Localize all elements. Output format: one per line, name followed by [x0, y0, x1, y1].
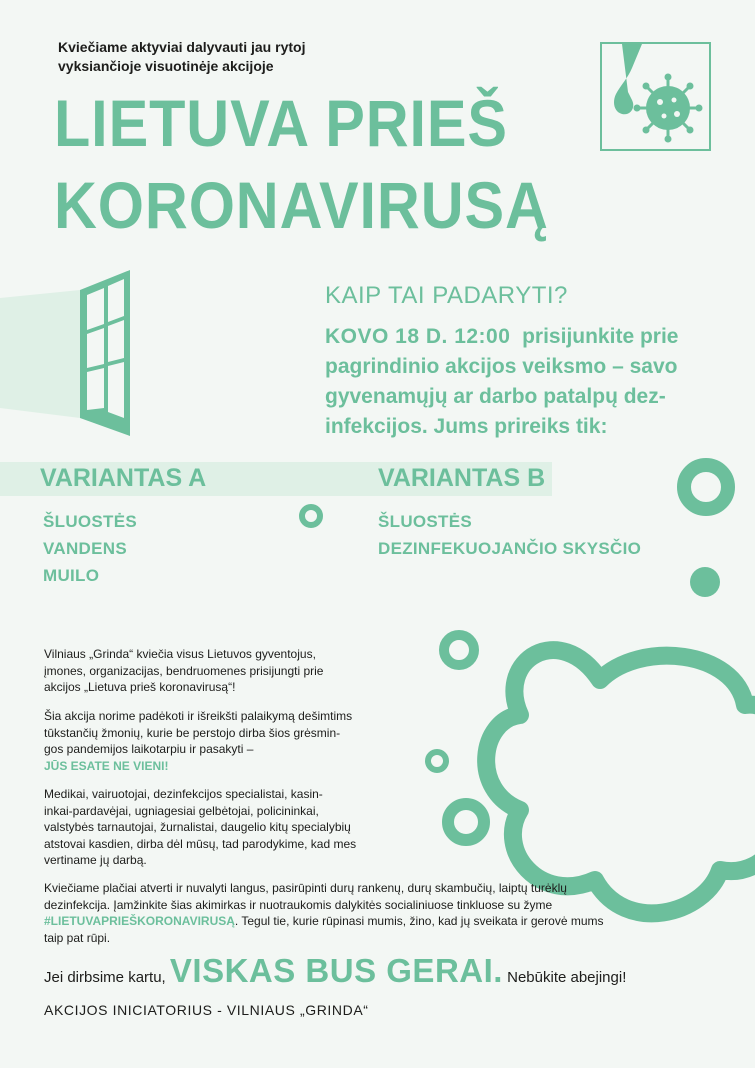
bubble-icon — [302, 507, 320, 525]
variant-a-title: VARIANTAS A — [40, 464, 207, 492]
paragraph-line: taip pat rūpi. — [44, 930, 111, 945]
paragraph-line: Šia akcija norime padėkoti ir išreikšti palaikymą dešimtims — [44, 709, 353, 723]
bubble-icon — [444, 635, 474, 665]
paragraph-line: Vilniaus „Grinda“ kviečia visus Lietuvos gyventojus, — [44, 647, 316, 661]
bubble-icon — [684, 465, 728, 509]
paragraph-2 — [44, 708, 352, 774]
paragraph-line: . Tegul tie, kurie rūpinasi mumis, žino, kad jų sveikata ir gerovė mums — [234, 914, 604, 928]
paragraph-line: tūkstančių žmonių, kurie be perstojo dirba šios grėsmin- — [44, 725, 341, 740]
initiator: AKCIJOS INICIATORIUS - VILNIAUS „GRINDA“ — [44, 1002, 369, 1018]
intro-line-1: Kviečiame aktyviai dalyvauti jau rytoj — [58, 39, 306, 55]
closing-pre: Jei dirbsime kartu, — [44, 969, 166, 986]
paragraph-line: atstovai kasdien, dirba dėl mūsų, tad parodykime, kad mes — [44, 836, 357, 851]
highlight-text: JŪS ESATE NE VIENI! — [44, 758, 169, 773]
paragraph-line: valstybės tarnautojai, žurnalistai, daugelio kitų specialybių — [44, 820, 351, 834]
paragraph-line: Kviečiame plačiai atverti ir nuvalyti langus, pasirūpinti durų rankenų, durų skambučių, laiptų turėklų — [44, 881, 567, 895]
intro-line-2: vyksiančioje visuotinėje akcijoje — [58, 58, 274, 74]
title-line-1: LIETUVA PRIEŠ — [54, 86, 508, 160]
closing-line — [44, 952, 626, 990]
bubble-icon — [428, 752, 446, 770]
paragraph-line: Medikai, vairuotojai, dezinfekcijos specialistai, kasin- — [44, 787, 323, 801]
paragraph-line: akcijos „Lietuva prieš koronavirusą“! — [44, 680, 236, 694]
how-line-4: infekcijos. Jums prireiks tik: — [325, 415, 608, 438]
paragraph-1 — [44, 646, 323, 696]
how-line-2: pagrindinio akcijos veiksmo – savo — [325, 355, 678, 378]
variant-b-title: VARIANTAS B — [378, 464, 546, 492]
title-line-2: KORONAVIRUSĄ — [54, 168, 549, 242]
closing-big: VISKAS BUS GERAI. — [169, 952, 503, 989]
paragraph-line: vertiname jų darbą. — [44, 853, 147, 867]
how-line-1: prisijunkite prie — [522, 325, 679, 348]
how-line-3: gyvenamųjų ar darbo patalpų dez- — [325, 385, 666, 408]
paragraph-3 — [44, 786, 356, 869]
variant-a-item: ŠLUOSTĖS — [43, 512, 138, 531]
variant-a-item: VANDENS — [43, 539, 127, 558]
closing-post: Nebūkite abejingi! — [507, 969, 627, 986]
how-date: KOVO 18 D. 12:00 — [325, 325, 511, 348]
foam-cloud-icon — [486, 650, 755, 913]
bubble-icon — [690, 567, 720, 597]
paragraph-line: gos pandemijos laikotarpiu ir pasakyti – — [44, 742, 254, 756]
variant-a-item: MUILO — [43, 566, 100, 585]
paragraph-line: įmones, organizacijas, bendruomenes prisijungti prie — [44, 663, 324, 678]
hashtag: #LIETUVAPRIEŠKORONAVIRUSĄ — [44, 914, 235, 928]
bubble-icon — [448, 804, 484, 840]
paragraph-line: dezinfekcija. Įamžinkite šias akimirkas ir nuotraukomis dalykitės socialiniuose tinkluose su žyme — [44, 897, 553, 912]
paragraph-line: inkai-pardavėjai, ugniagesiai gelbėtojai, policininkai, — [44, 803, 319, 818]
how-title: KAIP TAI PADARYTI? — [325, 282, 568, 309]
variant-b-item: DEZINFEKUOJANČIO SKYSČIO — [378, 539, 642, 558]
variant-b-item: ŠLUOSTĖS — [378, 512, 473, 531]
paragraph-4 — [44, 880, 724, 946]
